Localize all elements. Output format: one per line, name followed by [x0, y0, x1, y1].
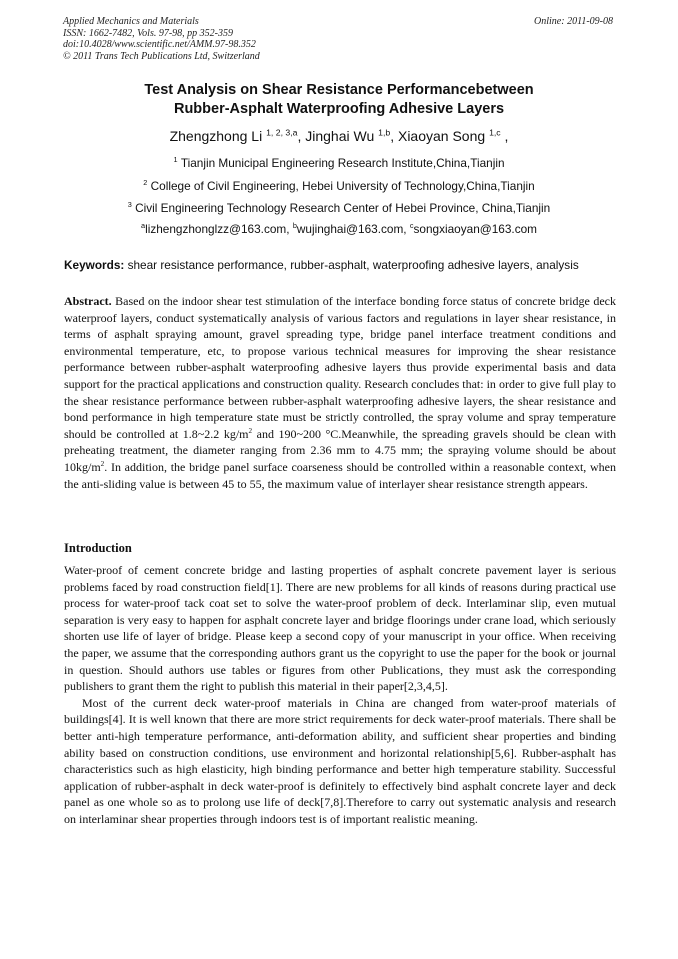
affiliation-sup: 2	[143, 178, 148, 188]
keywords-label: Keywords:	[64, 258, 125, 272]
email-line: $^a$lizhengzhonglzz@163.com, $^b$wujinghai@163.com, $^c$songxiaoyan@163.com	[141, 221, 537, 236]
email-sup: a	[141, 221, 146, 231]
abstract	[64, 293, 616, 492]
email-sup: b	[292, 221, 297, 231]
author-name: Zhengzhong Li	[169, 128, 263, 144]
introduction-body	[64, 562, 616, 828]
author-name: Jinghai Wu	[305, 128, 375, 144]
keywords	[64, 258, 616, 272]
email-text: lizhengzhonglzz@163.com	[145, 222, 287, 236]
affiliation-text: College of Civil Engineering, Hebei University of Technology,China,Tianjin	[150, 179, 535, 193]
author-sup: 1,c	[489, 127, 501, 138]
issn-line: ISSN: 1662-7482, Vols. 97-98, pp 352-359	[63, 27, 233, 39]
introduction-paragraph-2: Most of the current deck water-proof materials in China are changed from water-proof materials of buildings[4]. It is well known that there are more strict requirements for deck water-proof materials. There shall be better anti-high temperature performance, anti-deformation ability, and sufficient shear properties and binding ability based on construction conditions, use environment and horizontal relationship[5,6]. Rubber-asphalt has characteristics such as high elasticity, high binding performance and better high temperature stability. Successful application of rubber-asphalt in deck water-proof is definitely to effectively bind asphalt concrete layer and deck panel as one whole so as to prolong use life of deck[7,8].Therefore to carry out systematic analysis and research on interlaminar shear properties through indoors test is of important realistic meaning.	[64, 695, 616, 826]
title-line-2: Rubber-Asphalt Waterproofing Adhesive Layers	[173, 100, 505, 117]
abstract-text-3: . In addition, the bridge panel surface coarseness should be controlled within a reasonable context, when the anti-sliding value is between 45 to 55, the maximum value of interlayer shear resistance strength appears.	[64, 459, 616, 491]
email-text: songxiaoyan@163.com	[413, 222, 537, 236]
title-line-1: Test Analysis on Shear Resistance Performancebetween	[144, 82, 534, 98]
abstract-label: Abstract.	[64, 294, 112, 308]
author-list: Zhengzhong Li $^{1, 2, 3,a}$, Jinghai Wu $^{1,b}$, Xiaoyan Song $^{1,c}$ ,	[169, 127, 509, 144]
abstract-text-1: Based on the indoor shear test stimulation of the interface bonding force status of concrete bridge deck waterproof layers, conduct systematically analysis of various factors and regulations in layer shear resistance, in terms of asphalt spraying amount, gravel spreading type, bridge panel interface treatment conditions and environmental temperature, etc, to propose various technical measures for improving the shear resistance performance between rubber-asphalt waterproofing adhesive layers thus provide experimental basis and data support for the practical applications and construction quality. Research concludes that: in order to give full play to the shear resistance performance between rubber-asphalt waterproofing adhesive layers, the shear resistance and bond performance in high temperature state must be strictly controlled, the spray volume and spray temperature should be controlled at 1.8~2.2 kg/m	[64, 294, 617, 441]
author-sup: 1,b	[378, 127, 391, 138]
copyright-line: © 2011 Trans Tech Publications Ltd, Switzerland	[63, 50, 260, 62]
email-sup: c	[409, 221, 414, 231]
online-date: Online: 2011-09-08	[534, 16, 613, 27]
abstract-sup-1: 2	[248, 426, 253, 435]
author-sup: 1, 2, 3,a	[266, 127, 298, 138]
paper-title	[0, 81, 678, 118]
introduction-heading: Introduction	[64, 541, 132, 555]
journal-name: Applied Mechanics and Materials	[63, 16, 199, 27]
keywords-text: shear resistance performance, rubber-asphalt, waterproofing adhesive layers, analysis	[127, 258, 579, 272]
affiliation-sup: 1	[173, 155, 178, 165]
journal-header	[63, 16, 260, 62]
affiliation-3	[0, 201, 678, 215]
author-name: Xiaoyan Song	[397, 128, 486, 144]
email-text: wujinghai@163.com	[296, 222, 404, 236]
abstract-sup-2: 2	[100, 459, 105, 468]
doi-line: doi:10.4028/www.scientific.net/AMM.97-98.352	[63, 39, 256, 51]
affiliation-text: Tianjin Municipal Engineering Research Institute,China,Tianjin	[180, 156, 505, 170]
affiliation-sup: 3	[127, 200, 132, 210]
introduction-paragraph-1: Water-proof of cement concrete bridge and lasting properties of asphalt concrete pavement layer is serious problems faced by road construction field[1]. There are new problems for all kinds of reasons during practical use process for water-proof tack coat set to solve the water-proof problem of deck. Interlaminar slip, even mutual separation is very easy to happen for asphalt concrete layer and bridge floorings under crane load, which seriously shorten use life of layer of bridge. Please keep a second copy of your manuscript in your office. When receiving the paper, we assume that the corresponding authors grant us the copyright to use the paper for the book or journal in question. Should authors use tables or figures from other Publications, they must ask the corresponding publishers to grant them the right to publish this material in their paper[2,3,4,5].	[64, 563, 616, 694]
affiliation-2	[0, 179, 678, 193]
abstract-text-2: and 190~200 °C.Meanwhile, the spreading gravels should be clean with preheating treatment, the diameter ranging from 2.36 mm to 4.75 mm; the spraying volume should be about 10kg/m	[64, 426, 616, 474]
affiliation-text: Civil Engineering Technology Research Center of Hebei Province, China,Tianjin	[135, 201, 551, 215]
affiliation-1	[0, 156, 678, 170]
